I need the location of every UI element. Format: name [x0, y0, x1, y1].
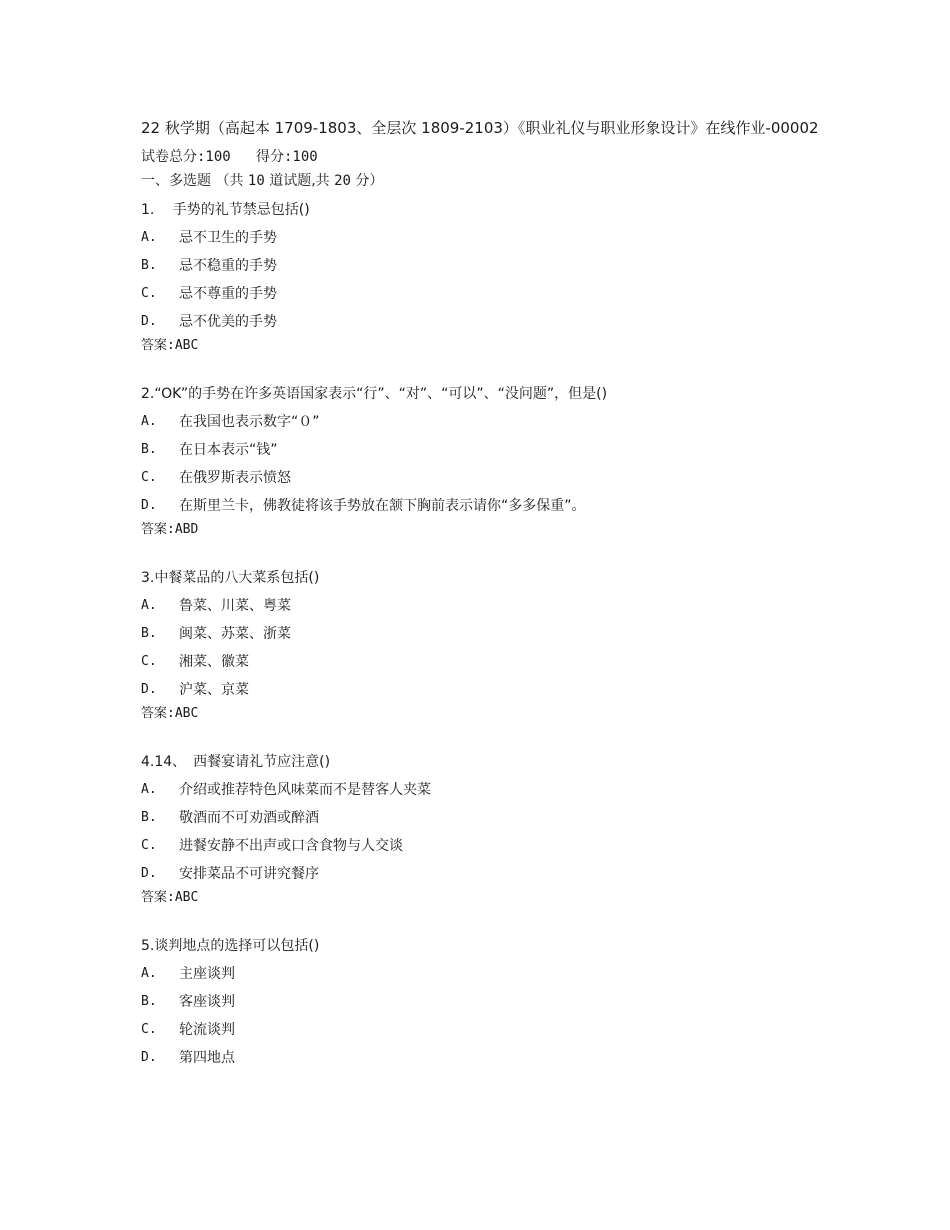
- option-c: [141, 464, 821, 492]
- option-key: B.: [141, 258, 157, 273]
- option-key: B.: [141, 810, 157, 825]
- option-key: D.: [141, 866, 157, 881]
- option-b: [141, 620, 821, 648]
- question-2: [141, 380, 821, 564]
- option-a: [141, 408, 821, 436]
- option-key: D.: [141, 314, 157, 329]
- option-text: 介绍或推荐特色风味菜而不是替客人夹菜: [179, 782, 431, 798]
- answer-line: 答案:ABD: [141, 522, 199, 537]
- option-c: [141, 280, 821, 308]
- option-text: 轮流谈判: [179, 1022, 235, 1038]
- question-stem: 3.中餐菜品的八大菜系包括(): [141, 570, 320, 586]
- question-1: [141, 196, 821, 380]
- option-key: C.: [141, 654, 157, 669]
- document-title: 22 秋学期（高起本 1709-1803、全层次 1809-2103）《职业礼仪与职业形象设计》在线作业-00002: [141, 119, 819, 137]
- option-text: 安排菜品不可讲究餐序: [179, 866, 319, 882]
- option-key: C.: [141, 838, 157, 853]
- option-text: 进餐安静不出声或口含食物与人交谈: [179, 838, 403, 854]
- option-key: A.: [141, 230, 157, 245]
- question-stem: 2.“OK”的手势在许多英语国家表示“行”、“对”、“可以”、“没问题”，但是(): [141, 386, 608, 402]
- option-key: C.: [141, 286, 157, 301]
- option-text: 沪菜、京菜: [179, 682, 249, 698]
- option-key: A.: [141, 598, 157, 613]
- option-text: 敬酒而不可劝酒或醉酒: [179, 810, 319, 826]
- option-d: [141, 308, 821, 336]
- option-a: [141, 776, 821, 804]
- option-text: 在俄罗斯表示愤怒: [179, 470, 291, 486]
- section-mid: 道试题,共: [264, 173, 335, 189]
- section-suffix: 分）: [350, 173, 384, 189]
- option-text: 忌不卫生的手势: [179, 230, 277, 246]
- option-text: 鲁菜、川菜、粤菜: [179, 598, 291, 614]
- option-key: B.: [141, 994, 157, 1009]
- option-text: 主座谈判: [179, 966, 235, 982]
- option-text: 在日本表示“钱”: [179, 442, 278, 458]
- option-text: 忌不尊重的手势: [179, 286, 277, 302]
- option-b: [141, 436, 821, 464]
- option-text: 湘菜、徽菜: [179, 654, 249, 670]
- question-5: [141, 932, 821, 1072]
- question-stem: 5.谈判地点的选择可以包括(): [141, 938, 320, 954]
- option-text: 客座谈判: [179, 994, 235, 1010]
- section-points: 20: [334, 173, 351, 189]
- option-c: [141, 648, 821, 676]
- answer-line: 答案:ABC: [141, 338, 199, 353]
- question-4: [141, 748, 821, 932]
- option-text: 忌不优美的手势: [179, 314, 277, 330]
- option-text: 在斯里兰卡，佛教徒将该手势放在颔下胸前表示请你“多多保重”。: [179, 498, 586, 514]
- document-page: [141, 116, 821, 1072]
- option-d: [141, 1044, 821, 1072]
- option-text: 第四地点: [179, 1050, 235, 1066]
- answer-line: 答案:ABC: [141, 706, 199, 721]
- option-key: A.: [141, 782, 157, 797]
- option-text: 闽菜、苏菜、浙菜: [179, 626, 291, 642]
- option-b: [141, 804, 821, 832]
- answer-line: 答案:ABC: [141, 890, 199, 905]
- option-key: D.: [141, 498, 157, 513]
- question-stem: 4.14、 西餐宴请礼节应注意(): [141, 754, 331, 770]
- option-text: 忌不稳重的手势: [179, 258, 277, 274]
- option-key: A.: [141, 966, 157, 981]
- question-stem: 1. 手势的礼节禁忌包括(): [141, 202, 310, 218]
- section-count: 10: [247, 173, 265, 189]
- question-3: [141, 564, 821, 748]
- spacer: [141, 726, 821, 748]
- option-key: B.: [141, 442, 157, 457]
- section-prefix: 一、多选题 （共: [141, 173, 248, 189]
- option-key: C.: [141, 1022, 157, 1037]
- option-c: [141, 1016, 821, 1044]
- option-b: [141, 252, 821, 280]
- spacer: [141, 910, 821, 932]
- option-d: [141, 492, 821, 520]
- option-d: [141, 676, 821, 704]
- option-key: A.: [141, 414, 157, 429]
- option-a: [141, 592, 821, 620]
- option-text: 在我国也表示数字“０”: [179, 414, 320, 430]
- option-c: [141, 832, 821, 860]
- option-key: D.: [141, 1050, 157, 1065]
- section-heading: [141, 169, 821, 196]
- spacer: [141, 358, 821, 380]
- option-b: [141, 988, 821, 1016]
- score-line: 试卷总分:100 得分:100: [141, 149, 318, 165]
- option-key: B.: [141, 626, 157, 641]
- option-key: C.: [141, 470, 157, 485]
- option-a: [141, 960, 821, 988]
- option-d: [141, 860, 821, 888]
- option-a: [141, 224, 821, 252]
- spacer: [141, 542, 821, 564]
- option-key: D.: [141, 682, 157, 697]
